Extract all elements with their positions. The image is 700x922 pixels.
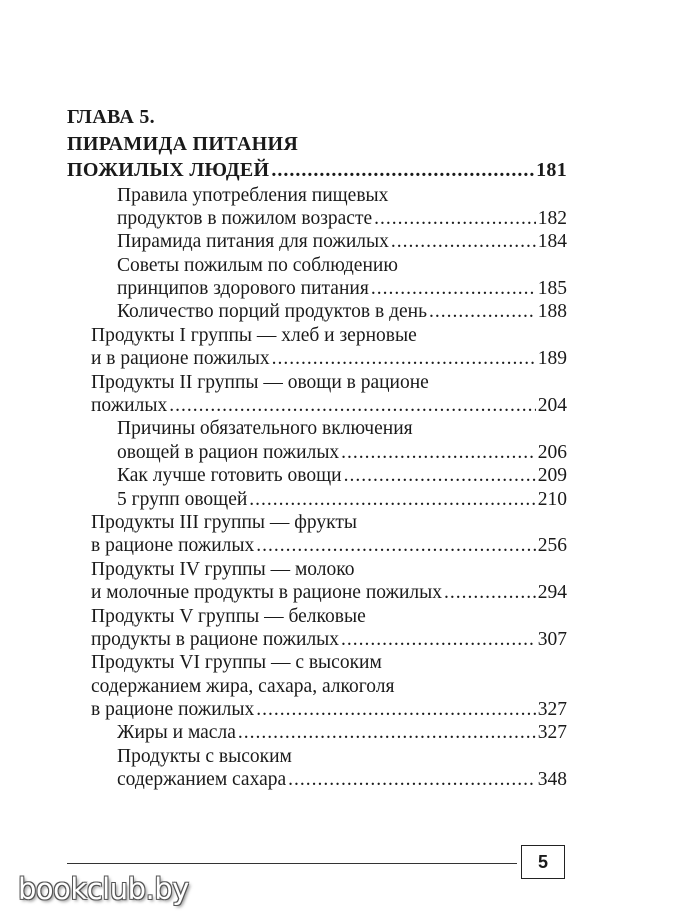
toc-entry-text: Количество порций продуктов в день xyxy=(117,301,427,323)
toc-entry-text: Правила употребления пищевых xyxy=(117,184,389,206)
leader-dots xyxy=(374,207,536,230)
leader-dots xyxy=(341,441,536,464)
toc-entry-page-number: 204 xyxy=(537,395,567,417)
toc-entry-line xyxy=(67,441,567,464)
chapter-page-number: 181 xyxy=(536,159,567,181)
toc-entry-text: содержанием сахара xyxy=(117,769,287,791)
toc-entry-line xyxy=(67,464,567,487)
toc-entry-text: овощей в рацион пожилых xyxy=(117,441,340,463)
toc-entry-text: Продукты II группы — овощи в рационе xyxy=(91,371,429,393)
leader-dots xyxy=(341,628,536,651)
toc-entry-line xyxy=(67,300,567,323)
toc-entry-page-number: 188 xyxy=(537,301,567,323)
toc-entry-page-number: 189 xyxy=(537,348,567,370)
toc-entry-page-number: 327 xyxy=(537,722,567,744)
toc-entry-text: Советы пожилым по соблюдению xyxy=(117,254,398,276)
leader-dots xyxy=(256,534,535,557)
footer-rule xyxy=(67,863,517,864)
toc-entry-line xyxy=(67,768,567,791)
toc-entry-text: Продукты с высоким xyxy=(117,745,292,767)
page-number: 5 xyxy=(537,851,548,872)
toc-entry-line xyxy=(67,511,567,534)
toc-entry-line xyxy=(67,277,567,300)
toc-entry-text: Жиры и масла xyxy=(117,722,236,744)
toc-entry-text: и в рационе пожилых xyxy=(91,348,270,370)
toc-entry-page-number: 184 xyxy=(537,231,567,253)
chapter-title-text: ПОЖИЛЫХ ЛЮДЕЙ xyxy=(67,159,270,181)
toc-entry-line xyxy=(67,347,567,370)
toc-entry-text: 5 групп овощей xyxy=(117,488,248,510)
toc-entry-line xyxy=(67,371,567,394)
toc-entry-line xyxy=(67,698,567,721)
toc-entry-line xyxy=(67,324,567,347)
toc-entry-line xyxy=(67,651,567,674)
toc-entry-text: Продукты III группы — фрукты xyxy=(91,511,357,533)
toc-entry-text: продуктов в пожилом возрасте xyxy=(117,207,373,229)
toc-entry-text: Как лучше готовить овощи xyxy=(117,465,342,487)
leader-dots xyxy=(169,394,536,417)
toc-entry-line xyxy=(67,254,567,277)
toc-entries xyxy=(67,184,567,792)
leader-dots xyxy=(371,277,536,300)
toc-entry-line xyxy=(67,394,567,417)
toc-entry-page-number: 294 xyxy=(537,582,567,604)
toc-entry-text: Продукты VI группы — с высоким xyxy=(91,652,382,674)
toc-entry-page-number: 348 xyxy=(537,769,567,791)
toc-entry-text: Причины обязательного включения xyxy=(117,418,413,440)
toc-entry-page-number: 256 xyxy=(537,535,567,557)
toc-entry-text: Пирамида питания для пожилых xyxy=(117,231,389,253)
toc-entry-text: принципов здорового питания xyxy=(117,278,369,300)
leader-dots xyxy=(271,157,534,184)
toc-entry-page-number: 210 xyxy=(537,488,567,510)
toc-entry-line xyxy=(67,605,567,628)
toc-entry-line xyxy=(67,184,567,207)
toc-entry-line xyxy=(67,488,567,511)
toc-entry-text: пожилых xyxy=(91,395,168,417)
toc-entry-page-number: 307 xyxy=(537,628,567,650)
toc-entry-line xyxy=(67,581,567,604)
toc-entry-line xyxy=(67,230,567,253)
toc-entry-line xyxy=(67,745,567,768)
toc-entry-line xyxy=(67,417,567,440)
toc-entry-text: продукты в рационе пожилых xyxy=(91,628,340,650)
toc-entry-line xyxy=(67,675,567,698)
chapter-title-line-2: ПИРАМИДА ПИТАНИЯ xyxy=(67,132,299,155)
leader-dots xyxy=(256,698,535,721)
toc-entry-page-number: 185 xyxy=(537,278,567,300)
toc-entry-text: содержанием жира, сахара, алкоголя xyxy=(91,675,395,697)
toc-entry-text: в рационе пожилых xyxy=(91,699,255,721)
toc-entry-line xyxy=(67,721,567,744)
toc-entry-text: Продукты I группы — хлеб и зерновые xyxy=(91,324,417,346)
toc-entry-line xyxy=(67,628,567,651)
toc-entry-text: Продукты V группы — белковые xyxy=(91,605,366,627)
toc-entry-line xyxy=(67,534,567,557)
toc-entry-page-number: 327 xyxy=(537,699,567,721)
toc-entry-text: и молочные продукты в рационе пожилых xyxy=(91,582,443,604)
leader-dots xyxy=(391,230,536,253)
chapter-title-line-3 xyxy=(67,157,567,184)
toc-entry-line xyxy=(67,558,567,581)
toc-entry-page-number: 206 xyxy=(537,441,567,463)
toc-entry-text: в рационе пожилых xyxy=(91,535,255,557)
watermark-logo: bookclub.by xyxy=(18,872,189,906)
chapter-title-line-1: ГЛАВА 5. xyxy=(67,106,155,128)
page-number-box xyxy=(521,845,565,879)
leader-dots xyxy=(249,488,535,511)
leader-dots xyxy=(344,464,536,487)
leader-dots xyxy=(288,768,536,791)
leader-dots xyxy=(238,721,536,744)
toc-entry-page-number: 209 xyxy=(537,465,567,487)
toc-entry-line xyxy=(67,207,567,230)
leader-dots xyxy=(272,347,536,370)
toc-entry-text: Продукты IV группы — молоко xyxy=(91,558,355,580)
toc-entry-page-number: 182 xyxy=(537,207,567,229)
table-of-contents xyxy=(67,104,567,792)
leader-dots xyxy=(444,581,536,604)
leader-dots xyxy=(429,300,536,323)
